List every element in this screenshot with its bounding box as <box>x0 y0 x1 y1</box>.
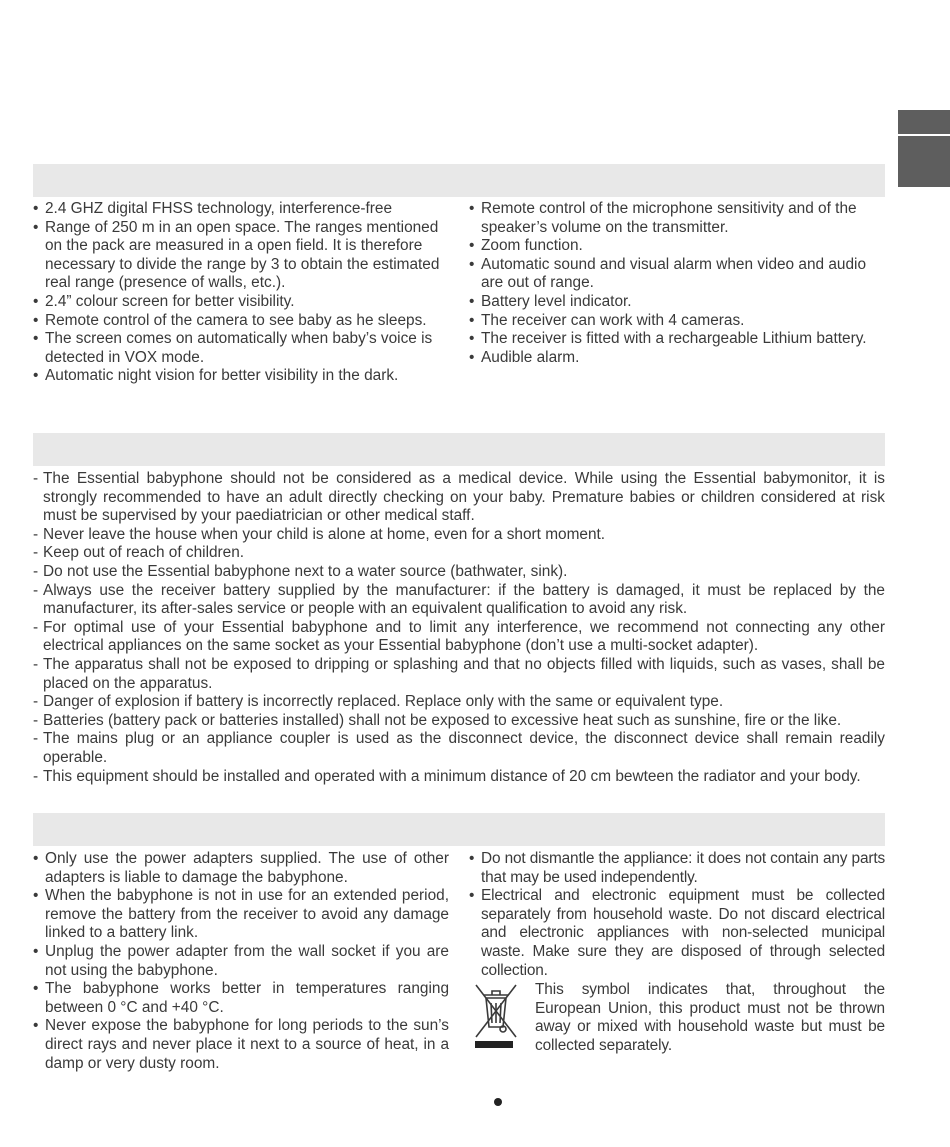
list-item: - Keep out of reach of children. <box>33 544 885 563</box>
list-item: • The receiver can work with 4 cameras. <box>469 312 885 331</box>
list-item: - Batteries (battery pack or batteries installed) shall not be exposed to excessive heat such as sunshine, fire or the like. <box>33 712 885 731</box>
list-item: - The apparatus shall not be exposed to dripping or splashing and that no objects filled with liquids, such as vases, shall be placed on the apparatus. <box>33 656 885 693</box>
list-item: - Do not use the Essential babyphone next to a water source (bathwater, sink). <box>33 563 885 582</box>
list-item: - This equipment should be installed and operated with a minimum distance of 20 cm bewteen the radiator and your body. <box>33 768 885 787</box>
precautions-header-band <box>33 813 885 846</box>
list-item: - The mains plug or an appliance coupler is used as the disconnect device, the disconnect device shall remain readily operable. <box>33 730 885 767</box>
features-list-right <box>469 200 885 367</box>
weee-notice <box>469 981 885 1055</box>
precautions-list-left <box>33 850 449 1073</box>
list-item: • Automatic sound and visual alarm when video and audio are out of range. <box>469 256 885 293</box>
list-item: • Electrical and electronic equipment must be collected separately from household waste. Do not discard electrical and electronic appliances with non-selected municipal waste. Make sure they are disposed of through selected collection. <box>469 887 885 980</box>
list-item: • The screen comes on automatically when baby’s voice is detected in VOX mode. <box>33 330 449 367</box>
precautions-list-right <box>469 850 885 980</box>
list-item: • Do not dismantle the appliance: it does not contain any parts that may be used independently. <box>469 850 885 887</box>
list-item: • Unplug the power adapter from the wall socket if you are not using the babyphone. <box>33 943 449 980</box>
list-item: - Always use the receiver battery supplied by the manufacturer: if the battery is damaged, it must be replaced by the manufacturer, its after-sales service or people with an equivalent qualification to avoid any risk. <box>33 582 885 619</box>
list-item: • 2.4 GHZ digital FHSS technology, interference-free <box>33 200 449 219</box>
features-header-band <box>33 164 885 197</box>
list-item: - Danger of explosion if battery is incorrectly replaced. Replace only with the same or equivalent type. <box>33 693 885 712</box>
list-item: • Only use the power adapters supplied. The use of other adapters is liable to damage the babyphone. <box>33 850 449 887</box>
list-item: • The receiver is fitted with a rechargeable Lithium battery. <box>469 330 885 349</box>
list-item: • Zoom function. <box>469 237 885 256</box>
list-item: • Remote control of the microphone sensitivity and of the speaker’s volume on the transmitter. <box>469 200 885 237</box>
features-list-left <box>33 200 449 386</box>
list-item: • 2.4” colour screen for better visibility. <box>33 293 449 312</box>
list-item: • Audible alarm. <box>469 349 885 368</box>
list-item: • Never expose the babyphone for long periods to the sun’s direct rays and never place it next to a source of heat, in a damp or very dusty room. <box>33 1017 449 1073</box>
list-item: • The babyphone works better in temperatures ranging between 0 °C and +40 °C. <box>33 980 449 1017</box>
crossed-out-wheelie-bin-icon <box>471 981 521 1049</box>
safety-header-band <box>33 433 885 466</box>
precautions-right-column <box>469 850 885 1056</box>
language-tab <box>898 136 950 187</box>
language-tab-top <box>898 110 950 134</box>
list-item: • Automatic night vision for better visibility in the dark. <box>33 367 449 386</box>
list-item: - The Essential babyphone should not be considered as a medical device. While using the Essential babymonitor, it is strongly recommended to have an adult directly checking on your baby. Premature babies or children considered at risk must be supervised by your paediatrician or other medical staff. <box>33 470 885 526</box>
list-item: - Never leave the house when your child is alone at home, even for a short moment. <box>33 526 885 545</box>
list-item: • When the babyphone is not in use for an extended period, remove the battery from the receiver to avoid any damage linked to a battery link. <box>33 887 449 943</box>
list-item: • Battery level indicator. <box>469 293 885 312</box>
weee-text: This symbol indicates that, throughout the European Union, this product must not be thrown away or mixed with household waste but must be collected separately. <box>535 981 885 1054</box>
safety-list <box>33 470 885 786</box>
page-marker <box>494 1098 502 1106</box>
list-item: - For optimal use of your Essential babyphone and to limit any interference, we recommend not connecting any other electrical appliances on the same socket as your Essential babyphone (don’t use a multi-socket adapter). <box>33 619 885 656</box>
list-item: • Range of 250 m in an open space. The ranges mentioned on the pack are measured in a open field. It is therefore necessary to divide the range by 3 to obtain the estimated real range (presence of walls, etc.). <box>33 219 449 293</box>
list-item: • Remote control of the camera to see baby as he sleeps. <box>33 312 449 331</box>
